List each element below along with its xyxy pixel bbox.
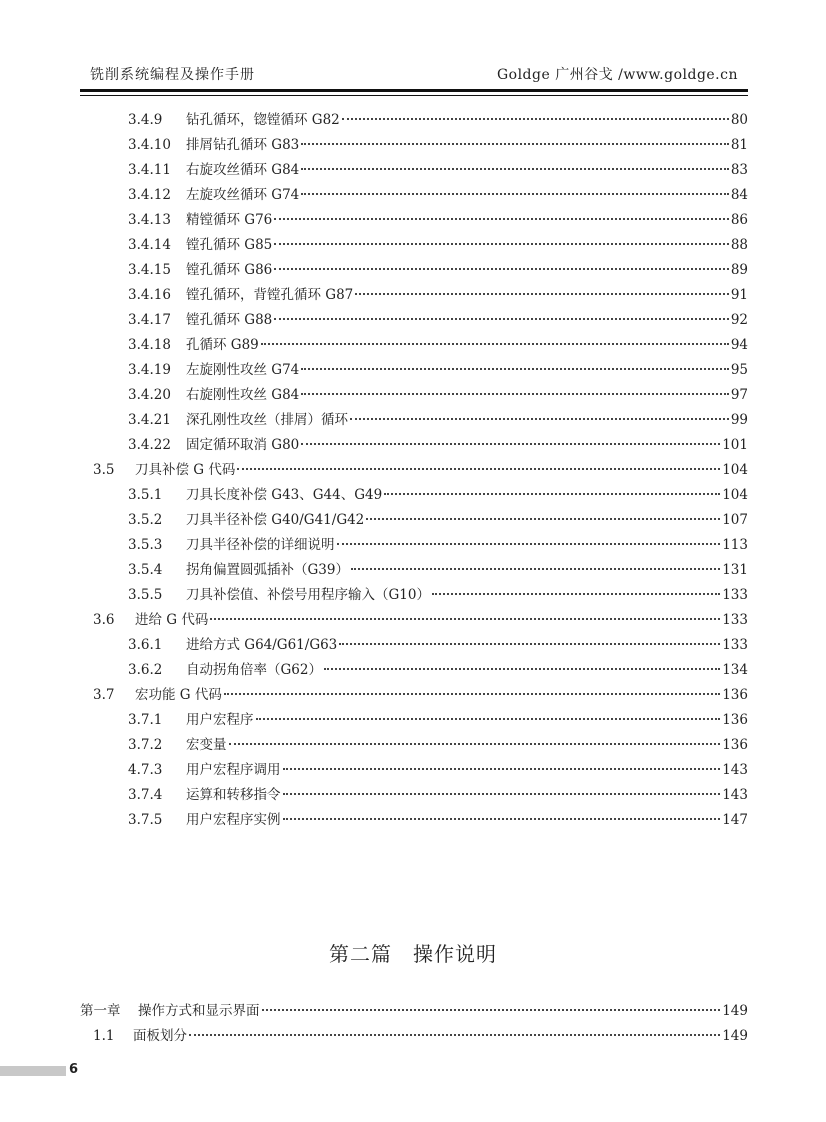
toc-entry-number: 3.5.3 bbox=[128, 537, 163, 553]
toc-entry-number: 3.5.5 bbox=[128, 587, 163, 603]
toc-dot-leader bbox=[274, 217, 729, 220]
header-brand: Goldge 广州谷戈 /www.goldge.cn bbox=[496, 67, 738, 83]
page-number: 6 bbox=[69, 1062, 79, 1077]
toc-entry[interactable] bbox=[128, 733, 748, 753]
toc-entry-title: 左旋攻丝循环 G74 bbox=[186, 187, 300, 203]
toc-dot-leader bbox=[301, 392, 729, 395]
toc-entry-title: 运算和转移指令 bbox=[186, 787, 281, 803]
toc-entry[interactable] bbox=[128, 483, 748, 503]
toc-entry-page: 84 bbox=[730, 187, 748, 203]
toc-entry-title: 镗孔循环 G85 bbox=[186, 237, 273, 253]
toc-entry-page: 107 bbox=[722, 512, 748, 528]
toc-entry-page: 86 bbox=[730, 212, 748, 228]
toc-entry-number: 3.6.2 bbox=[128, 662, 163, 678]
toc-dot-leader bbox=[274, 267, 729, 270]
toc-entry-title: 镗孔循环 G86 bbox=[186, 262, 273, 278]
toc-entry-title: 固定循环取消 G80 bbox=[186, 437, 300, 453]
toc-entry-page: 149 bbox=[722, 1028, 748, 1044]
toc-dot-leader bbox=[355, 292, 729, 295]
toc-entry-page: 81 bbox=[730, 137, 748, 153]
toc-entry-number: 3.4.14 bbox=[128, 237, 171, 253]
toc-entry-title: 操作方式和显示界面 bbox=[138, 1003, 260, 1019]
toc-entry-number: 3.4.15 bbox=[128, 262, 171, 278]
toc-dot-leader bbox=[283, 817, 721, 820]
toc-entry-page: 136 bbox=[722, 687, 748, 703]
toc-entry-title: 宏功能 G 代码 bbox=[135, 687, 222, 703]
toc-dot-leader bbox=[274, 242, 729, 245]
toc-dot-leader bbox=[237, 467, 720, 470]
toc-dot-leader bbox=[210, 617, 720, 620]
toc-entry-title: 拐角偏置圆弧插补（G39） bbox=[186, 562, 349, 578]
toc-entry-number: 3.6.1 bbox=[128, 637, 163, 653]
toc-dot-leader bbox=[339, 642, 720, 645]
toc-entry[interactable] bbox=[128, 558, 748, 578]
toc-entry-page: 97 bbox=[730, 387, 748, 403]
toc-entry[interactable] bbox=[128, 133, 748, 153]
toc-entry-number: 3.4.20 bbox=[128, 387, 171, 403]
toc-entry-number: 3.4.13 bbox=[128, 212, 171, 228]
toc-entry-page: 136 bbox=[722, 712, 748, 728]
toc-dot-leader bbox=[229, 742, 721, 745]
toc-dot-leader bbox=[324, 667, 720, 670]
toc-dot-leader bbox=[342, 117, 729, 120]
toc-dot-leader bbox=[384, 492, 720, 495]
toc-entry-title: 右旋攻丝循环 G84 bbox=[186, 162, 300, 178]
toc-entry-title: 进给方式 G64/G61/G63 bbox=[186, 637, 338, 653]
toc-entry[interactable] bbox=[93, 458, 748, 478]
toc-entry-page: 134 bbox=[722, 662, 748, 678]
toc-entry-page: 131 bbox=[722, 562, 748, 578]
toc-entry-title: 用户宏程序实例 bbox=[186, 812, 281, 828]
toc-entry-page: 99 bbox=[730, 412, 748, 428]
toc-dot-leader bbox=[189, 1033, 720, 1036]
toc-dot-leader bbox=[274, 317, 729, 320]
toc-entry-title: 排屑钻孔循环 G83 bbox=[186, 137, 300, 153]
toc-entry-number: 3.4.18 bbox=[128, 337, 171, 353]
toc-entry-number: 1.1 bbox=[93, 1028, 115, 1044]
toc-dot-leader bbox=[224, 692, 720, 695]
toc-entry[interactable] bbox=[128, 633, 748, 653]
toc-entry-title: 深孔刚性攻丝（排屑）循环 bbox=[186, 412, 348, 428]
toc-entry-title: 刀具补偿值、补偿号用程序输入（G10） bbox=[186, 587, 430, 603]
toc-entry-number: 3.7.2 bbox=[128, 737, 163, 753]
toc-entry-page: 94 bbox=[730, 337, 748, 353]
toc-entry[interactable] bbox=[128, 183, 748, 203]
toc-entry[interactable] bbox=[128, 783, 748, 803]
toc-entry-number: 3.4.17 bbox=[128, 312, 171, 328]
toc-dot-leader bbox=[283, 767, 721, 770]
toc-entry-title: 孔循环 G89 bbox=[186, 337, 259, 353]
toc-entry-title: 刀具半径补偿的详细说明 bbox=[186, 537, 335, 553]
toc-entry-page: 133 bbox=[722, 587, 748, 603]
toc-entry-page: 88 bbox=[730, 237, 748, 253]
toc-entry-number: 3.7 bbox=[93, 687, 115, 703]
toc-entry-page: 113 bbox=[722, 537, 748, 553]
toc-dot-leader bbox=[301, 442, 720, 445]
toc-entry-page: 149 bbox=[722, 1003, 748, 1019]
toc-entry[interactable] bbox=[128, 258, 748, 278]
toc-entry-number: 3.7.4 bbox=[128, 787, 163, 803]
toc-entry-page: 101 bbox=[722, 437, 748, 453]
toc-entry[interactable] bbox=[128, 283, 748, 303]
toc-entry-title: 刀具半径补偿 G40/G41/G42 bbox=[186, 512, 365, 528]
toc-dot-leader bbox=[283, 792, 721, 795]
toc-entry-title: 用户宏程序 bbox=[186, 712, 254, 728]
toc-entry-title: 进给 G 代码 bbox=[135, 612, 209, 628]
toc-entry-page: 80 bbox=[730, 112, 748, 128]
toc-entry[interactable] bbox=[128, 308, 748, 328]
toc-entry-page: 83 bbox=[730, 162, 748, 178]
toc-entry[interactable] bbox=[128, 208, 748, 228]
toc-entry-title: 镗孔循环，背镗孔循环 G87 bbox=[186, 287, 354, 303]
toc-dot-leader bbox=[301, 142, 729, 145]
toc-entry[interactable] bbox=[128, 383, 748, 403]
toc-dot-leader bbox=[301, 192, 729, 195]
toc-entry-number: 3.5.2 bbox=[128, 512, 163, 528]
toc-entry-title: 自动拐角倍率（G62） bbox=[186, 662, 322, 678]
toc-entry-page: 133 bbox=[722, 612, 748, 628]
part-title: 第二篇 操作说明 bbox=[329, 942, 497, 966]
toc-entry[interactable] bbox=[93, 683, 748, 703]
header-rule-thin bbox=[80, 95, 748, 96]
toc-entry-title: 右旋刚性攻丝 G84 bbox=[186, 387, 300, 403]
toc-entry-number: 3.4.22 bbox=[128, 437, 171, 453]
toc-entry-number: 第一章 bbox=[80, 1003, 121, 1019]
header-rule-thick bbox=[80, 89, 748, 92]
toc-entry-page: 92 bbox=[730, 312, 748, 328]
toc-entry-title: 钻孔循环，锪镗循环 G82 bbox=[186, 112, 340, 128]
toc-entry[interactable] bbox=[128, 808, 748, 828]
toc-entry[interactable] bbox=[80, 999, 748, 1019]
toc-entry[interactable] bbox=[93, 608, 748, 628]
toc-entry-number: 3.5.1 bbox=[128, 487, 163, 503]
toc-entry-page: 89 bbox=[730, 262, 748, 278]
toc-entry[interactable] bbox=[128, 358, 748, 378]
toc-dot-leader bbox=[351, 567, 720, 570]
toc-entry-number: 3.4.12 bbox=[128, 187, 171, 203]
toc-entry-number: 3.4.16 bbox=[128, 287, 171, 303]
toc-entry[interactable] bbox=[128, 158, 748, 178]
toc-entry[interactable] bbox=[128, 408, 748, 428]
toc-dot-leader bbox=[301, 167, 729, 170]
toc-entry[interactable] bbox=[128, 333, 748, 353]
toc-entry[interactable] bbox=[128, 433, 748, 453]
toc-entry-title: 用户宏程序调用 bbox=[186, 762, 281, 778]
toc-entry[interactable] bbox=[128, 658, 748, 678]
toc-entry-number: 3.4.10 bbox=[128, 137, 171, 153]
header-title: 铣削系统编程及操作手册 bbox=[90, 67, 255, 83]
toc-entry-page: 143 bbox=[722, 762, 748, 778]
footer-bar bbox=[0, 1066, 66, 1076]
toc-entry-title: 刀具补偿 G 代码 bbox=[135, 462, 236, 478]
toc-entry-number: 3.5.4 bbox=[128, 562, 163, 578]
toc-entry-number: 3.7.5 bbox=[128, 812, 163, 828]
toc-entry-number: 3.5 bbox=[93, 462, 115, 478]
toc-entry-title: 左旋刚性攻丝 G74 bbox=[186, 362, 300, 378]
toc-entry-number: 4.7.3 bbox=[128, 762, 163, 778]
toc-entry-title: 精镗循环 G76 bbox=[186, 212, 273, 228]
toc-entry-number: 3.6 bbox=[93, 612, 115, 628]
toc-dot-leader bbox=[366, 517, 720, 520]
toc-entry[interactable] bbox=[128, 758, 748, 778]
toc-entry[interactable] bbox=[128, 708, 748, 728]
toc-dot-leader bbox=[432, 592, 720, 595]
toc-dot-leader bbox=[350, 417, 729, 420]
toc-entry-number: 3.4.9 bbox=[128, 112, 163, 128]
toc-entry-page: 95 bbox=[730, 362, 748, 378]
toc-entry-title: 面板划分 bbox=[133, 1028, 187, 1044]
toc-entry-page: 147 bbox=[722, 812, 748, 828]
toc-dot-leader bbox=[301, 367, 729, 370]
toc-entry-number: 3.4.11 bbox=[128, 162, 171, 178]
toc-entry-page: 136 bbox=[722, 737, 748, 753]
toc-entry-page: 104 bbox=[722, 462, 748, 478]
toc-entry[interactable] bbox=[128, 233, 748, 253]
toc-entry-number: 3.4.19 bbox=[128, 362, 171, 378]
toc-entry-page: 104 bbox=[722, 487, 748, 503]
toc-dot-leader bbox=[261, 342, 729, 345]
toc-dot-leader bbox=[337, 542, 721, 545]
toc-dot-leader bbox=[262, 1008, 721, 1011]
toc-entry-title: 刀具长度补偿 G43、G44、G49 bbox=[186, 487, 383, 503]
toc-entry[interactable] bbox=[128, 508, 748, 528]
toc-entry-title: 宏变量 bbox=[186, 737, 227, 753]
toc-entry-title: 镗孔循环 G88 bbox=[186, 312, 273, 328]
toc-entry[interactable] bbox=[128, 108, 748, 128]
toc-entry-page: 133 bbox=[722, 637, 748, 653]
toc-entry[interactable] bbox=[93, 1024, 748, 1044]
toc-entry-number: 3.7.1 bbox=[128, 712, 163, 728]
toc-entry-page: 91 bbox=[730, 287, 748, 303]
toc-entry[interactable] bbox=[128, 583, 748, 603]
toc-entry-page: 143 bbox=[722, 787, 748, 803]
toc-dot-leader bbox=[256, 717, 721, 720]
toc-entry[interactable] bbox=[128, 533, 748, 553]
toc-entry-number: 3.4.21 bbox=[128, 412, 171, 428]
